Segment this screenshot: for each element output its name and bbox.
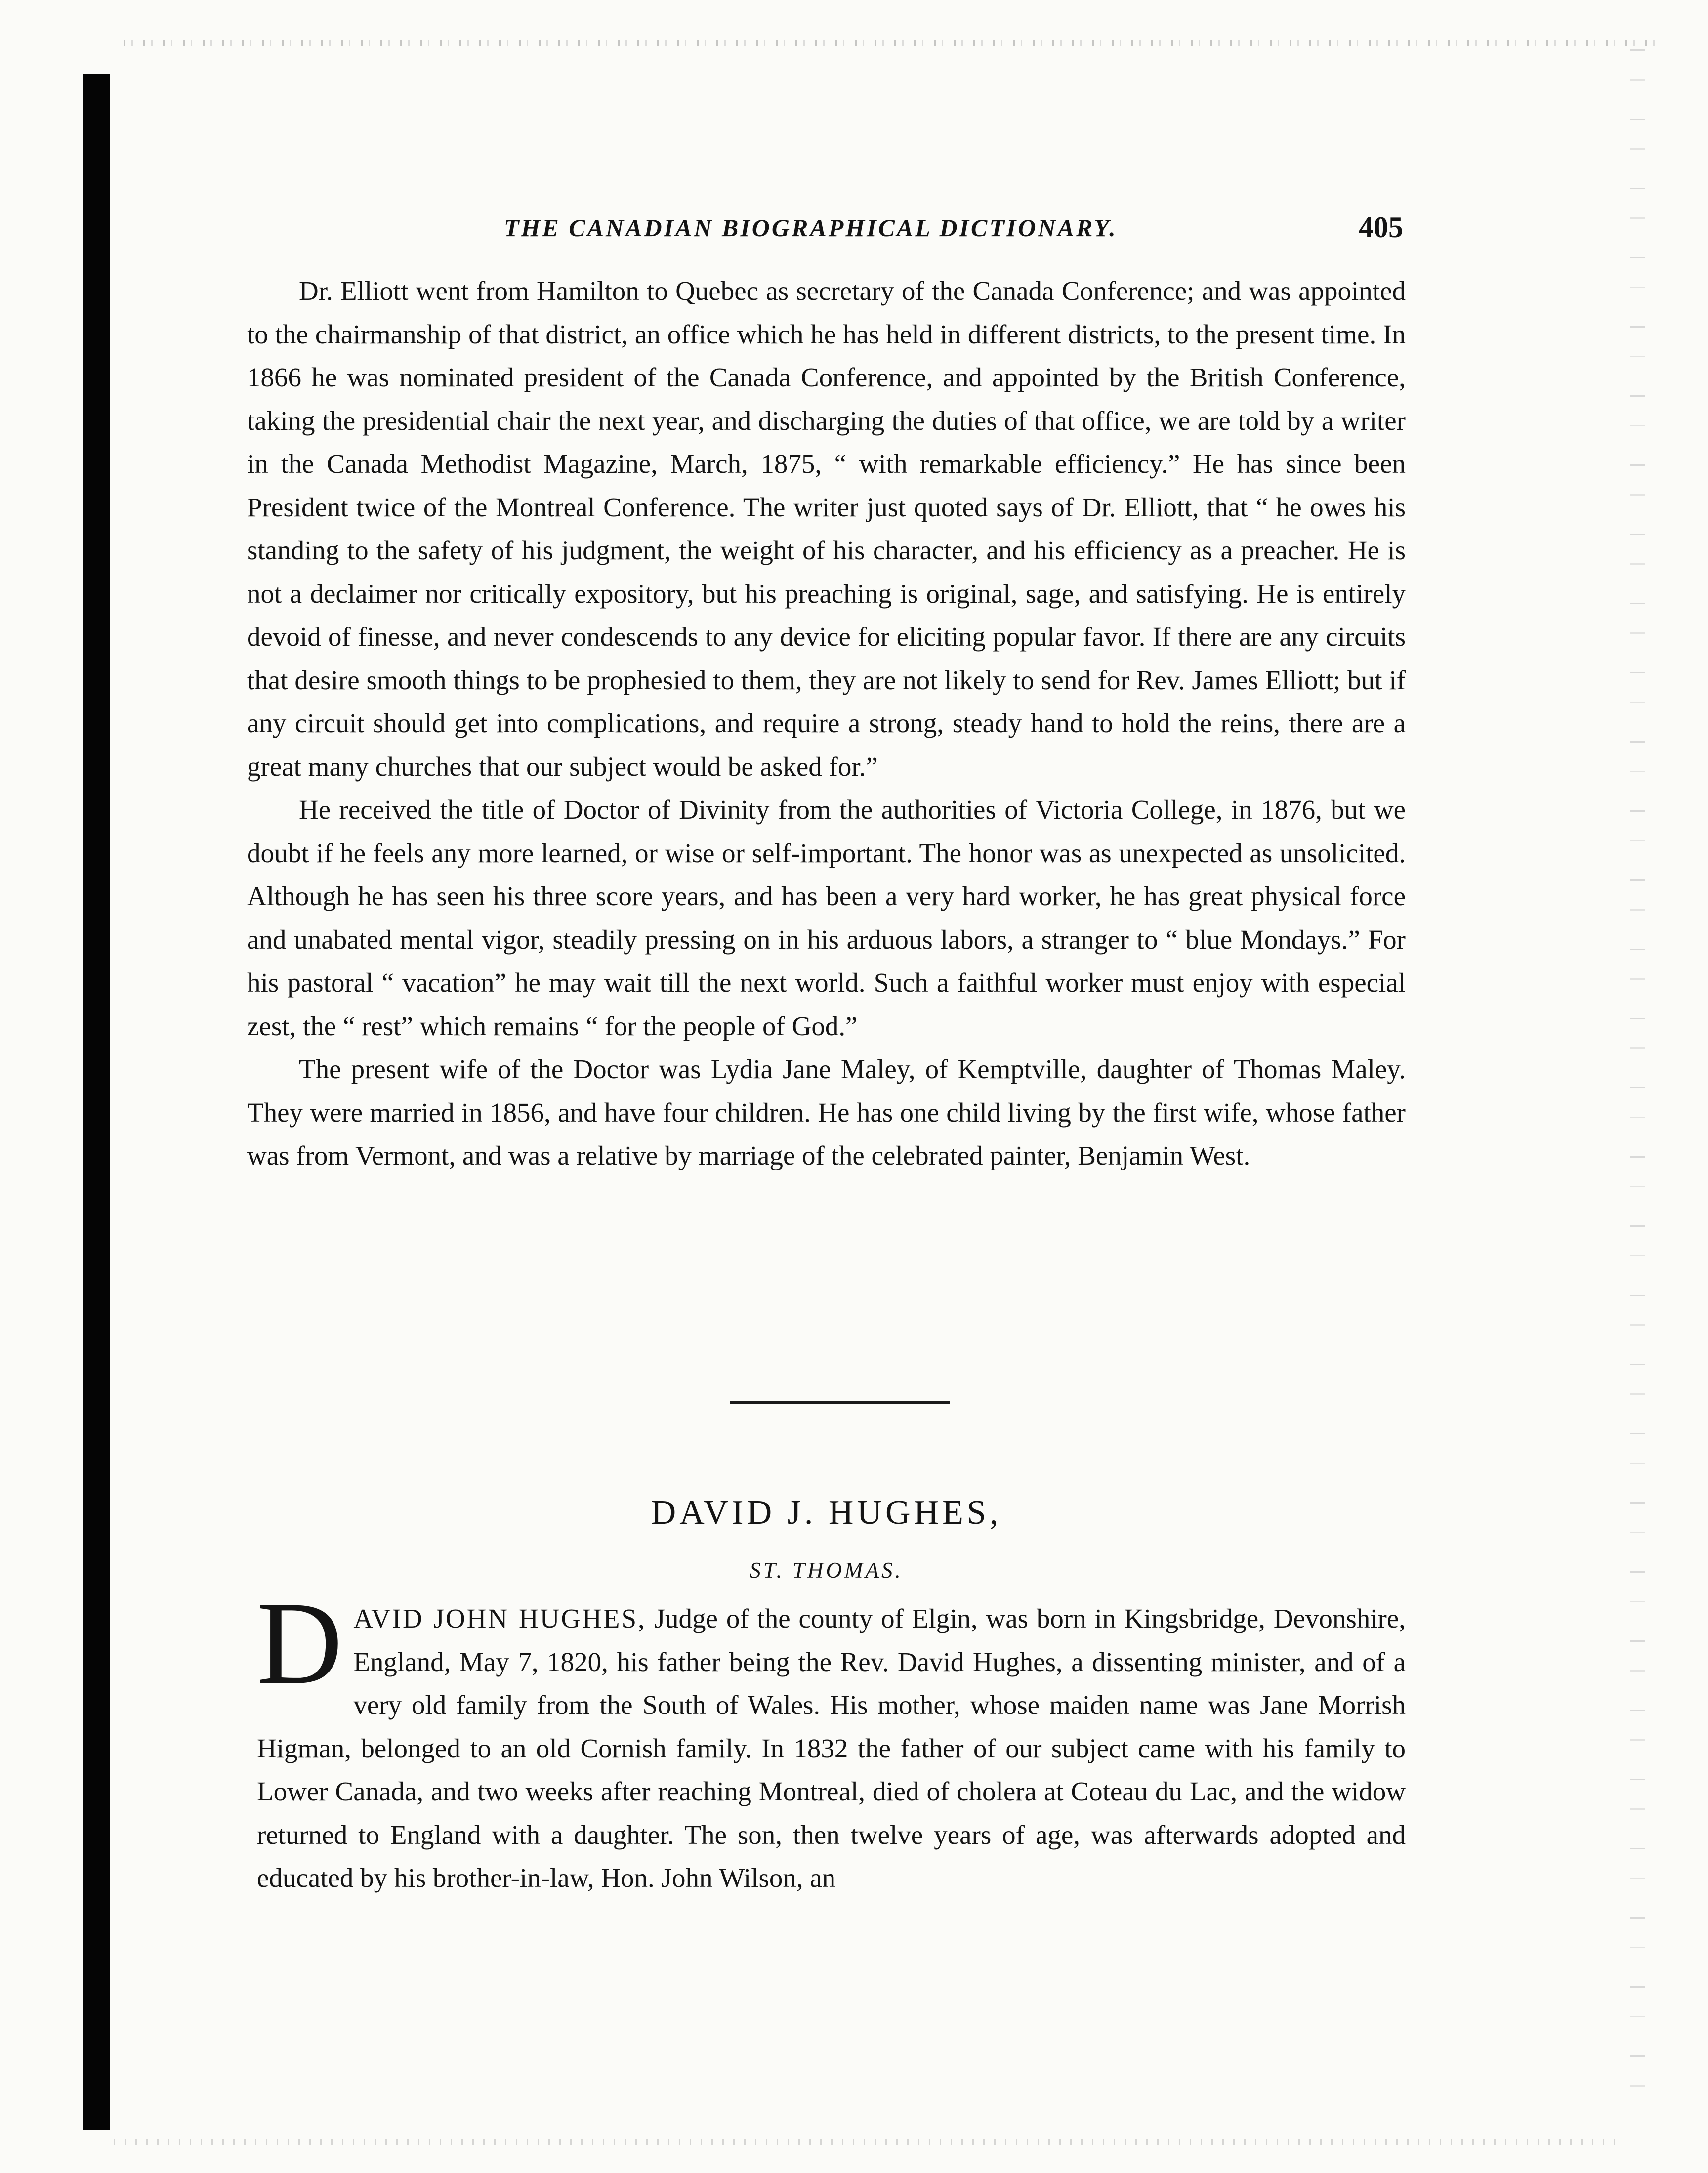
running-head [247, 213, 1403, 253]
entry-text [257, 1577, 1406, 1893]
entry-body [257, 1577, 1406, 1900]
scan-noise-bottom [114, 2139, 1621, 2145]
paragraph-elliott-family: The present wife of the Doctor was Lydia Jane Maley, of Kemptville, daughter of Thomas Maley. They were married in 1856, and have four children. He has one child living by the first wife, whose father was from Vermont, and was a relative by marriage of the celebrated painter, Benjamin West. [247, 1054, 1406, 1170]
section-divider [730, 1401, 950, 1404]
running-title: THE CANADIAN BIOGRAPHICAL DICTIONARY. [504, 214, 1118, 242]
paragraph-elliott-doctorate: He received the title of Doctor of Divinity from the authorities of Victoria College, in 1876, but we doubt if he feels any more learned, or wise or self-important. The honor was as unexpected as unsolicited. Although he has seen his three score years, and has been a very hard worker, he has great physical force and unabated mental vigor, steadily pressing on in his arduous labors, a stranger to “ blue Mondays.” For his pastoral “ vacation” he may wait till the next world. Such a faithful worker must enjoy with especial zest, the “ rest” which remains “ for the people of God.” [247, 794, 1406, 1041]
body-text [247, 269, 1406, 1177]
paragraph-elliott-career: Dr. Elliott went from Hamilton to Quebec as secretary of the Canada Conference; and was appointed to the chairmanship of that district, an office which he has held in different districts, to the present time. In 1866 he was nominated president of the Canada Conference, and appointed by the British Conference, taking the presidential chair the next year, and discharging the duties of that office, we are told by a writer in the Canada Methodist Magazine, March, 1875, “ with remarkable efficiency.” He has since been President twice of the Montreal Conference. The writer just quoted says of Dr. Elliott, that “ he owes his standing to the safety of his judgment, the weight of his character, and his efficiency as a preacher. He is not a declaimer nor critically expository, but his preaching is original, sage, and satisfying. He is entirely devoid of finesse, and never condescends to any device for eliciting popular favor. If there are any circuits that desire smooth things to be prophesied to them, they are not likely to send for Rev. James Elliott; but if any circuit should get into complications, and require a strong, steady hand to hold the reins, there are a great many churches that our subject would be asked for.” [247, 276, 1406, 782]
entry-lead-word: AVID JOHN HUGHES, [353, 1603, 646, 1633]
entry-paragraph: Judge of the county of Elgin, was born in Kingsbridge, Devonshire, England, May 7, 1820, his father being the Rev. David Hughes, a dissenting minister, and of a very old family from the South of Wales. His mother, whose maiden name was Jane Morrish Higman, belonged to an old Cornish family. In 1832 the father of our subject came with his family to Lower Canada, and two weeks after reaching Montreal, died of cholera at Coteau du Lac, and the widow returned to England with a daughter. The son, then twelve years of age, was afterwards adopted and educated by his brother-in-law, Hon. John Wilson, an [257, 1603, 1406, 1893]
page-number: 405 [1359, 211, 1403, 244]
entry-heading: DAVID J. HUGHES, [651, 1494, 1002, 1532]
binding-shadow [83, 74, 110, 2130]
scan-noise-right [1630, 49, 1645, 2125]
entry-place: ST. THOMAS. [750, 1558, 903, 1583]
scan-noise-top [124, 40, 1655, 46]
drop-cap: D [257, 1577, 343, 1709]
